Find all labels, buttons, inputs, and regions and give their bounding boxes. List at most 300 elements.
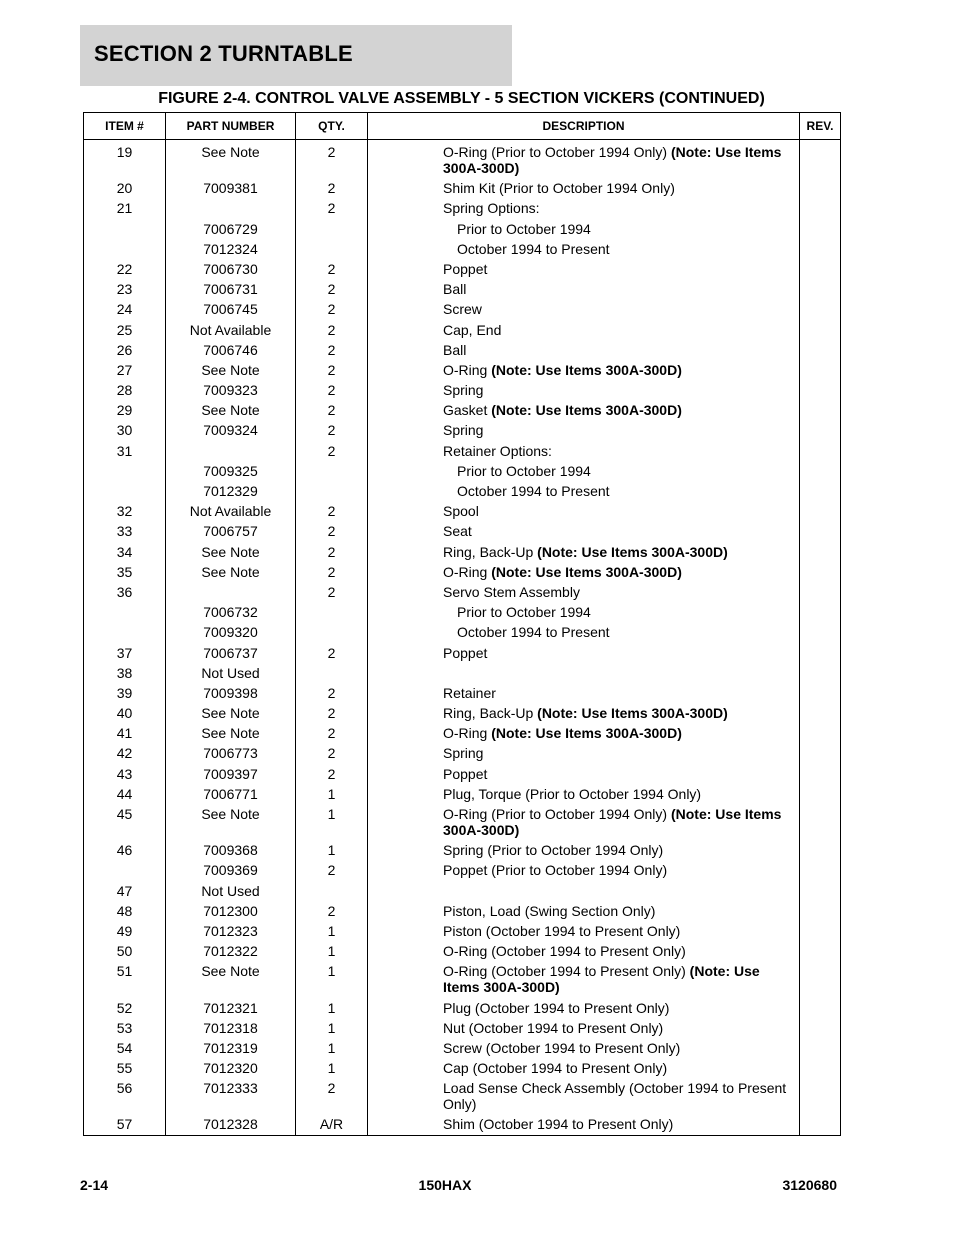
cell-description [368, 745, 800, 765]
cell-part-number [166, 200, 296, 220]
cell-rev [800, 963, 841, 999]
cell-description [368, 241, 800, 261]
cell-qty [296, 241, 368, 261]
cell-description [368, 665, 800, 685]
description-text: O-Ring [443, 563, 492, 580]
cell-part-number: See Note [166, 963, 296, 999]
cell-item-number: 50 [84, 943, 166, 963]
cell-description [368, 883, 800, 903]
table-row [84, 806, 841, 842]
table-row [84, 200, 841, 220]
cell-item-number: 48 [84, 903, 166, 923]
cell-description [368, 1080, 800, 1116]
cell-item-number: 40 [84, 705, 166, 725]
cell-description [368, 463, 800, 483]
cell-rev [800, 523, 841, 543]
table-row [84, 362, 841, 382]
cell-description [368, 1060, 800, 1080]
cell-item-number: 55 [84, 1060, 166, 1080]
description-text: Spool [443, 503, 479, 520]
cell-description [368, 342, 800, 362]
cell-part-number: 7012328 [166, 1116, 296, 1136]
table-row [84, 645, 841, 665]
table-row [84, 422, 841, 442]
cell-part-number: 7006729 [166, 221, 296, 241]
cell-item-number: 46 [84, 842, 166, 862]
cell-item-number: 39 [84, 685, 166, 705]
header-part-number: PART NUMBER [166, 113, 296, 140]
cell-item-number [84, 221, 166, 241]
table-row [84, 1060, 841, 1080]
cell-item-number [84, 463, 166, 483]
description-text: Cap (October 1994 to Present Only) [443, 1060, 668, 1077]
description-text: Spring (Prior to October 1994 Only) [443, 842, 664, 859]
cell-qty: 2 [296, 705, 368, 725]
table-row [84, 685, 841, 705]
cell-item-number: 20 [84, 180, 166, 200]
cell-item-number: 24 [84, 301, 166, 321]
table-row [84, 342, 841, 362]
description-text: Poppet [443, 644, 488, 661]
table-row [84, 963, 841, 999]
parts-table [83, 112, 841, 1136]
cell-description [368, 903, 800, 923]
cell-part-number: 7012324 [166, 241, 296, 261]
cell-qty: 2 [296, 322, 368, 342]
cell-qty: 1 [296, 786, 368, 806]
cell-part-number: See Note [166, 705, 296, 725]
description-text: Prior to October 1994 [457, 220, 591, 237]
table-header-row [84, 113, 841, 140]
description-text: Seat [443, 523, 472, 540]
cell-rev [800, 221, 841, 241]
cell-item-number: 31 [84, 443, 166, 463]
cell-item-number: 34 [84, 544, 166, 564]
cell-rev [800, 1040, 841, 1060]
cell-part-number: 7009397 [166, 766, 296, 786]
cell-qty [296, 221, 368, 241]
cell-part-number: 7009323 [166, 382, 296, 402]
cell-part-number: 7012320 [166, 1060, 296, 1080]
description-text: Nut (October 1994 to Present Only) [443, 1019, 664, 1036]
cell-qty: 2 [296, 685, 368, 705]
section-header [80, 25, 512, 86]
cell-rev [800, 645, 841, 665]
header-qty: QTY. [296, 113, 368, 140]
cell-rev [800, 842, 841, 862]
cell-rev [800, 685, 841, 705]
description-text: October 1994 to Present [457, 624, 610, 641]
cell-rev [800, 322, 841, 342]
cell-rev [800, 1080, 841, 1116]
table-row [84, 523, 841, 543]
cell-qty: 2 [296, 342, 368, 362]
cell-item-number [84, 241, 166, 261]
table-row [84, 503, 841, 523]
cell-item-number: 28 [84, 382, 166, 402]
cell-description [368, 443, 800, 463]
cell-qty: 1 [296, 1060, 368, 1080]
cell-rev [800, 1020, 841, 1040]
parts-table-body [84, 140, 841, 1136]
cell-qty [296, 463, 368, 483]
cell-rev [800, 1060, 841, 1080]
cell-qty: 2 [296, 261, 368, 281]
cell-qty: A/R [296, 1116, 368, 1136]
description-text: O-Ring (October 1994 to Present Only) [443, 943, 686, 960]
cell-qty: 2 [296, 523, 368, 543]
description-note: (Note: Use Items 300A-300D) [443, 963, 760, 996]
cell-description [368, 943, 800, 963]
cell-part-number: See Note [166, 806, 296, 842]
table-row [84, 180, 841, 200]
cell-description [368, 564, 800, 584]
cell-qty [296, 665, 368, 685]
cell-qty: 1 [296, 1020, 368, 1040]
cell-qty: 2 [296, 766, 368, 786]
cell-part-number: 7012318 [166, 1020, 296, 1040]
table-row [84, 281, 841, 301]
description-text: October 1994 to Present [457, 240, 610, 257]
cell-item-number [84, 604, 166, 624]
cell-item-number: 26 [84, 342, 166, 362]
cell-rev [800, 180, 841, 200]
description-note: (Note: Use Items 300A-300D) [491, 402, 682, 419]
cell-part-number: 7012321 [166, 1000, 296, 1020]
cell-description [368, 842, 800, 862]
cell-part-number: 7006737 [166, 645, 296, 665]
description-text: O-Ring [443, 361, 492, 378]
cell-rev [800, 1000, 841, 1020]
cell-description [368, 786, 800, 806]
cell-part-number: 7006746 [166, 342, 296, 362]
cell-description [368, 483, 800, 503]
cell-part-number: 7012323 [166, 923, 296, 943]
cell-part-number: 7012322 [166, 943, 296, 963]
cell-part-number: 7009381 [166, 180, 296, 200]
description-text: Spring [443, 382, 484, 399]
table-row [84, 402, 841, 422]
cell-rev [800, 903, 841, 923]
cell-part-number: See Note [166, 362, 296, 382]
cell-item-number: 43 [84, 766, 166, 786]
description-text: Poppet [443, 260, 488, 277]
cell-rev [800, 862, 841, 882]
cell-description [368, 322, 800, 342]
cell-rev [800, 624, 841, 644]
cell-description [368, 705, 800, 725]
cell-item-number: 45 [84, 806, 166, 842]
header-item: ITEM # [84, 113, 166, 140]
cell-description [368, 923, 800, 943]
description-text: O-Ring (October 1994 to Present Only) [443, 963, 690, 980]
cell-description [368, 862, 800, 882]
table-row [84, 544, 841, 564]
cell-qty: 2 [296, 402, 368, 422]
description-text: Spring [443, 422, 484, 439]
cell-description [368, 963, 800, 999]
table-row [84, 1116, 841, 1136]
table-row [84, 382, 841, 402]
cell-rev [800, 301, 841, 321]
cell-description [368, 523, 800, 543]
cell-part-number: 7006732 [166, 604, 296, 624]
cell-item-number: 54 [84, 1040, 166, 1060]
table-row [84, 1000, 841, 1020]
cell-rev [800, 584, 841, 604]
description-text: Spring Options: [443, 200, 540, 217]
cell-description [368, 382, 800, 402]
cell-qty [296, 624, 368, 644]
cell-qty: 2 [296, 564, 368, 584]
description-note: (Note: Use Items 300A-300D) [491, 563, 682, 580]
cell-qty: 1 [296, 1040, 368, 1060]
cell-rev [800, 564, 841, 584]
cell-rev [800, 806, 841, 842]
cell-description [368, 402, 800, 422]
table-row [84, 665, 841, 685]
table-row [84, 1080, 841, 1116]
cell-item-number: 32 [84, 503, 166, 523]
cell-item-number: 21 [84, 200, 166, 220]
cell-part-number: Not Used [166, 665, 296, 685]
cell-description [368, 261, 800, 281]
cell-part-number: 7009325 [166, 463, 296, 483]
cell-item-number: 23 [84, 281, 166, 301]
cell-rev [800, 503, 841, 523]
cell-description [368, 766, 800, 786]
table-row [84, 443, 841, 463]
cell-part-number: 7006730 [166, 261, 296, 281]
figure-title: FIGURE 2-4. CONTROL VALVE ASSEMBLY - 5 SECTION VICKERS (CONTINUED) [158, 90, 765, 107]
cell-rev [800, 402, 841, 422]
cell-item-number: 52 [84, 1000, 166, 1020]
cell-part-number: 7012333 [166, 1080, 296, 1116]
cell-part-number: Not Available [166, 322, 296, 342]
cell-part-number: See Note [166, 402, 296, 422]
cell-description [368, 624, 800, 644]
table-row [84, 766, 841, 786]
cell-qty: 1 [296, 963, 368, 999]
cell-qty: 2 [296, 903, 368, 923]
cell-rev [800, 200, 841, 220]
cell-qty: 1 [296, 923, 368, 943]
cell-qty: 2 [296, 725, 368, 745]
cell-qty: 2 [296, 382, 368, 402]
cell-rev [800, 943, 841, 963]
cell-rev [800, 705, 841, 725]
description-text: Piston, Load (Swing Section Only) [443, 902, 656, 919]
cell-part-number: 7006731 [166, 281, 296, 301]
cell-item-number: 37 [84, 645, 166, 665]
table-row [84, 483, 841, 503]
cell-qty: 2 [296, 281, 368, 301]
cell-part-number: 7012329 [166, 483, 296, 503]
cell-qty: 2 [296, 645, 368, 665]
footer-doc-number: 3120680 [782, 1177, 837, 1193]
description-text: October 1994 to Present [457, 483, 610, 499]
description-text: Shim Kit (Prior to October 1994 Only) [443, 180, 675, 197]
cell-part-number: Not Used [166, 883, 296, 903]
table-row [84, 624, 841, 644]
cell-part-number: 7009398 [166, 685, 296, 705]
cell-qty: 1 [296, 842, 368, 862]
cell-qty: 2 [296, 443, 368, 463]
table-row [84, 923, 841, 943]
cell-rev [800, 1116, 841, 1136]
description-text: Prior to October 1994 [457, 462, 591, 479]
cell-item-number: 19 [84, 140, 166, 181]
cell-description [368, 645, 800, 665]
description-text: Poppet [443, 765, 488, 782]
description-text: Piston (October 1994 to Present Only) [443, 922, 681, 939]
description-text: Prior to October 1994 [457, 604, 591, 621]
description-note: (Note: Use Items 300A-300D) [443, 144, 782, 176]
cell-description [368, 685, 800, 705]
cell-item-number: 25 [84, 322, 166, 342]
cell-item-number [84, 483, 166, 503]
cell-qty [296, 483, 368, 503]
cell-rev [800, 883, 841, 903]
cell-qty: 1 [296, 806, 368, 842]
cell-item-number: 22 [84, 261, 166, 281]
description-text: Shim (October 1994 to Present Only) [443, 1116, 674, 1133]
cell-part-number: See Note [166, 544, 296, 564]
table-row [84, 322, 841, 342]
cell-item-number: 30 [84, 422, 166, 442]
cell-rev [800, 604, 841, 624]
description-text: Ring, Back-Up [443, 543, 538, 560]
cell-item-number: 44 [84, 786, 166, 806]
cell-description [368, 1020, 800, 1040]
cell-item-number: 42 [84, 745, 166, 765]
header-description: DESCRIPTION [368, 113, 800, 140]
cell-rev [800, 923, 841, 943]
cell-qty: 2 [296, 544, 368, 564]
description-text: O-Ring (Prior to October 1994 Only) [443, 806, 671, 822]
table-row [84, 221, 841, 241]
cell-part-number: 7006773 [166, 745, 296, 765]
table-row [84, 241, 841, 261]
cell-item-number: 53 [84, 1020, 166, 1040]
description-text: Screw [443, 301, 482, 318]
description-text: Plug, Torque (Prior to October 1994 Only) [443, 785, 702, 802]
description-text: Poppet (Prior to October 1994 Only) [443, 862, 668, 879]
cell-rev [800, 241, 841, 261]
cell-description [368, 140, 800, 181]
table-row [84, 786, 841, 806]
cell-qty: 2 [296, 745, 368, 765]
cell-description [368, 1040, 800, 1060]
table-row [84, 584, 841, 604]
cell-part-number: 7006745 [166, 301, 296, 321]
description-text: Ball [443, 281, 467, 298]
cell-rev [800, 665, 841, 685]
description-text: Gasket [443, 402, 492, 419]
description-text: Retainer [443, 684, 496, 701]
cell-item-number: 36 [84, 584, 166, 604]
description-text: Spring [443, 745, 484, 762]
cell-rev [800, 725, 841, 745]
table-row [84, 842, 841, 862]
cell-item-number [84, 624, 166, 644]
cell-part-number: See Note [166, 140, 296, 181]
cell-item-number: 27 [84, 362, 166, 382]
description-text: Ring, Back-Up [443, 705, 538, 722]
cell-part-number: 7009369 [166, 862, 296, 882]
cell-item-number: 33 [84, 523, 166, 543]
cell-part-number: See Note [166, 725, 296, 745]
cell-item-number: 41 [84, 725, 166, 745]
cell-item-number: 29 [84, 402, 166, 422]
cell-qty: 2 [296, 180, 368, 200]
cell-item-number: 38 [84, 665, 166, 685]
cell-qty: 2 [296, 140, 368, 181]
table-row [84, 903, 841, 923]
description-text: O-Ring (Prior to October 1994 Only) [443, 144, 671, 160]
cell-part-number: 7009324 [166, 422, 296, 442]
table-row [84, 463, 841, 483]
table-row [84, 301, 841, 321]
description-text: Cap, End [443, 321, 502, 338]
table-row [84, 883, 841, 903]
cell-rev [800, 261, 841, 281]
description-note: (Note: Use Items 300A-300D) [491, 725, 682, 742]
table-row [84, 261, 841, 281]
cell-qty: 2 [296, 862, 368, 882]
cell-rev [800, 342, 841, 362]
footer-model: 150HAX [418, 1177, 472, 1193]
cell-part-number [166, 584, 296, 604]
cell-rev [800, 362, 841, 382]
description-note: (Note: Use Items 300A-300D) [443, 806, 782, 838]
cell-description [368, 422, 800, 442]
cell-qty: 2 [296, 1080, 368, 1116]
cell-description [368, 200, 800, 220]
description-note: (Note: Use Items 300A-300D) [537, 705, 728, 722]
description-note: (Note: Use Items 300A-300D) [491, 361, 682, 378]
cell-part-number: 7006771 [166, 786, 296, 806]
cell-description [368, 1000, 800, 1020]
cell-qty [296, 604, 368, 624]
cell-part-number: 7012300 [166, 903, 296, 923]
table-row [84, 862, 841, 882]
cell-description [368, 806, 800, 842]
cell-item-number: 35 [84, 564, 166, 584]
section-title: SECTION 2 TURNTABLE [94, 41, 353, 66]
cell-rev [800, 463, 841, 483]
table-row [84, 1040, 841, 1060]
table-row [84, 1020, 841, 1040]
description-text: Ball [443, 341, 467, 358]
cell-part-number [166, 443, 296, 463]
cell-description [368, 725, 800, 745]
description-note: (Note: Use Items 300A-300D) [537, 543, 728, 560]
cell-rev [800, 281, 841, 301]
cell-description [368, 584, 800, 604]
cell-part-number: 7012319 [166, 1040, 296, 1060]
description-text: Load Sense Check Assembly (October 1994 to Present Only) [443, 1080, 787, 1113]
cell-part-number: 7009368 [166, 842, 296, 862]
cell-rev [800, 422, 841, 442]
table-row [84, 564, 841, 584]
cell-item-number: 47 [84, 883, 166, 903]
description-text: Plug (October 1994 to Present Only) [443, 999, 670, 1016]
table-row [84, 745, 841, 765]
description-text: Servo Stem Assembly [443, 583, 580, 600]
table-row [84, 140, 841, 181]
cell-description [368, 503, 800, 523]
